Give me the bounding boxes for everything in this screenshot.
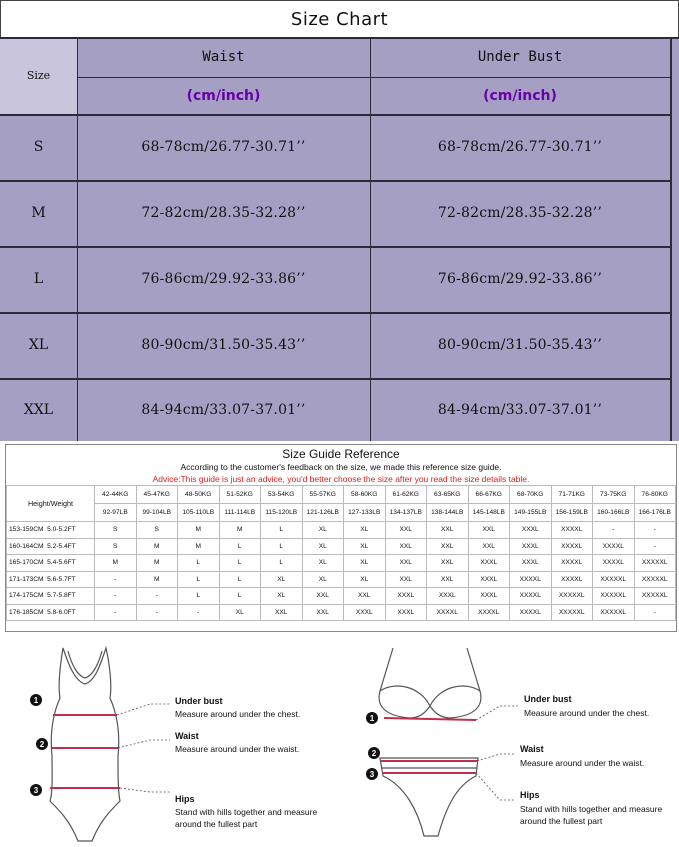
size-cell: XL bbox=[344, 555, 386, 572]
height-cm: 171-173CM bbox=[9, 575, 44, 583]
size-cell: L bbox=[219, 555, 261, 572]
size-cell: XXXXL bbox=[427, 604, 469, 621]
height-ft: 5.2-5.4FT bbox=[47, 542, 76, 550]
underbust-desc: Measure around under the chest. bbox=[524, 708, 650, 718]
table-row bbox=[7, 588, 676, 605]
height-ft: 5.6-5.7FT bbox=[47, 575, 76, 583]
weight-lb-cell: 145-148LB bbox=[468, 504, 510, 522]
size-cell: XXL bbox=[344, 588, 386, 605]
size-cell: - bbox=[95, 604, 137, 621]
weight-kg-cell: 55-57KG bbox=[302, 486, 344, 504]
size-cell: XXXL bbox=[510, 555, 552, 572]
size-cell: S bbox=[136, 522, 178, 539]
grid-line bbox=[0, 378, 670, 380]
size-cell: L bbox=[219, 588, 261, 605]
weight-kg-cell: 42-44KG bbox=[95, 486, 137, 504]
hips-desc: Stand with hills together and measure around the fullest part bbox=[175, 807, 318, 829]
step-number: 2 bbox=[368, 747, 380, 759]
underbust-value: 76-86cm/29.92-33.86’’ bbox=[437, 271, 603, 287]
size-cell: XXXXXL bbox=[634, 571, 676, 588]
underbust-value: 72-82cm/28.35-32.28’’ bbox=[437, 205, 603, 221]
waist-value: 76-86cm/29.92-33.86’’ bbox=[141, 271, 306, 287]
waist-desc: Measure around under the waist. bbox=[520, 758, 645, 768]
size-cell: M bbox=[219, 522, 261, 539]
height-cell bbox=[7, 522, 95, 539]
bikini-top-illustration bbox=[379, 648, 481, 718]
size-cell: XXL bbox=[427, 522, 469, 539]
height-ft: 5.7-5.8FT bbox=[47, 592, 76, 600]
reference-title: Size Guide Reference bbox=[282, 447, 400, 461]
weight-lb-cell: 127-133LB bbox=[344, 504, 386, 522]
size-cell: M bbox=[136, 555, 178, 572]
size-chart-grid bbox=[0, 37, 679, 441]
waist-header: Waist bbox=[202, 49, 245, 65]
step-number: 3 bbox=[366, 768, 378, 780]
waist-value: 80-90cm/31.50-35.43’’ bbox=[141, 337, 306, 353]
waist-unit: (cm/inch) bbox=[186, 87, 261, 104]
waist-desc: Measure around under the waist. bbox=[175, 744, 300, 754]
weight-lb-cell: 121-126LB bbox=[302, 504, 344, 522]
size-cell: M bbox=[178, 522, 220, 539]
size-cell: XXXL bbox=[468, 555, 510, 572]
size-cell: M bbox=[95, 555, 137, 572]
weight-lb-cell: 105-110LB bbox=[178, 504, 220, 522]
grid-line bbox=[0, 37, 679, 39]
size-cell: - bbox=[634, 604, 676, 621]
size-cell: L bbox=[178, 571, 220, 588]
size-cell: XXXXXL bbox=[593, 588, 635, 605]
size-cell: XL bbox=[261, 588, 303, 605]
step-number: 1 bbox=[30, 694, 42, 706]
size-cell: - bbox=[634, 538, 676, 555]
table-row bbox=[7, 571, 676, 588]
reference-advice: Advice:This guide is just an advice, you'd better choose the size after you read the size details table. bbox=[152, 474, 530, 484]
size-cell: XXL bbox=[385, 571, 427, 588]
size-cell: XXXXXL bbox=[593, 571, 635, 588]
size-cell: XXXL bbox=[510, 538, 552, 555]
table-row bbox=[7, 604, 676, 621]
weight-lb-cell: 166-176LB bbox=[634, 504, 676, 522]
size-cell: M bbox=[178, 538, 220, 555]
size-cell: XL bbox=[261, 571, 303, 588]
size-label: M bbox=[31, 205, 46, 221]
measure-line-bust bbox=[384, 718, 476, 720]
height-cell bbox=[7, 588, 95, 605]
height-cm: 153-159CM bbox=[9, 526, 44, 534]
weight-kg-cell: 76-80KG bbox=[634, 486, 676, 504]
size-cell: XL bbox=[302, 555, 344, 572]
size-label: XL bbox=[28, 337, 49, 353]
size-cell: - bbox=[136, 588, 178, 605]
weight-kg-cell: 71-71KG bbox=[551, 486, 593, 504]
grid-line bbox=[370, 37, 371, 441]
size-cell: XXXL bbox=[468, 588, 510, 605]
weight-kg-cell: 45-47KG bbox=[136, 486, 178, 504]
table-row bbox=[7, 522, 676, 539]
size-cell: XXXL bbox=[385, 604, 427, 621]
size-cell: - bbox=[634, 522, 676, 539]
height-cell bbox=[7, 604, 95, 621]
hips-title: Hips bbox=[175, 794, 195, 804]
size-cell: XL bbox=[344, 522, 386, 539]
size-cell: XXXXXL bbox=[634, 555, 676, 572]
size-cell: XXXL bbox=[385, 588, 427, 605]
height-ft: 5.4-5.6FT bbox=[47, 559, 76, 567]
measurement-guide bbox=[0, 636, 679, 847]
size-cell: XL bbox=[344, 571, 386, 588]
underbust-header: Under Bust bbox=[477, 49, 563, 65]
underbust-value: 80-90cm/31.50-35.43’’ bbox=[437, 337, 603, 353]
size-cell: XXL bbox=[468, 522, 510, 539]
height-cm: 160-164CM bbox=[9, 542, 44, 550]
grid-line bbox=[77, 37, 78, 441]
size-cell: XL bbox=[219, 604, 261, 621]
size-cell: XXXXL bbox=[593, 538, 635, 555]
size-cell: XXL bbox=[427, 555, 469, 572]
underbust-desc: Measure around under the chest. bbox=[175, 709, 301, 719]
size-chart-title: Size Chart bbox=[0, 0, 679, 37]
weight-lb-cell: 160-166LB bbox=[593, 504, 635, 522]
size-label: L bbox=[33, 271, 44, 287]
size-cell: S bbox=[95, 538, 137, 555]
size-cell: XXL bbox=[385, 538, 427, 555]
size-cell: L bbox=[219, 538, 261, 555]
weight-kg-cell: 73-75KG bbox=[593, 486, 635, 504]
reference-subtitle: According to the customer's feedback on the size, we made this reference size guide. bbox=[180, 462, 502, 472]
weight-kg-cell: 53-54KG bbox=[261, 486, 303, 504]
height-ft: 5.8-6.0FT bbox=[47, 608, 76, 616]
size-cell: - bbox=[136, 604, 178, 621]
height-cell bbox=[7, 538, 95, 555]
weight-kg-cell: 61-62KG bbox=[385, 486, 427, 504]
size-cell: XL bbox=[302, 522, 344, 539]
size-cell: XXXXXL bbox=[551, 604, 593, 621]
size-cell: XXXXL bbox=[551, 555, 593, 572]
weight-lb-cell: 92-97LB bbox=[95, 504, 137, 522]
height-cell bbox=[7, 571, 95, 588]
weight-lb-cell: 138-144LB bbox=[427, 504, 469, 522]
height-cm: 176-185CM bbox=[9, 608, 44, 616]
weight-lb-cell: 99-104LB bbox=[136, 504, 178, 522]
size-cell: XXXXL bbox=[551, 571, 593, 588]
height-cm: 174-175CM bbox=[9, 592, 44, 600]
size-cell: M bbox=[136, 571, 178, 588]
size-cell: - bbox=[95, 571, 137, 588]
grid-line bbox=[77, 77, 670, 78]
size-cell: XXL bbox=[385, 555, 427, 572]
size-cell: XXXL bbox=[427, 588, 469, 605]
leader-lines bbox=[117, 704, 170, 792]
size-cell: XXXL bbox=[468, 571, 510, 588]
size-cell: XXXXL bbox=[551, 538, 593, 555]
weight-lb-cell: 149-155LB bbox=[510, 504, 552, 522]
size-cell: XL bbox=[344, 538, 386, 555]
size-cell: XXL bbox=[385, 522, 427, 539]
size-cell: XL bbox=[302, 571, 344, 588]
size-cell: L bbox=[261, 538, 303, 555]
height-weight-header: Height/Weight bbox=[7, 486, 95, 522]
waist-title: Waist bbox=[520, 744, 544, 754]
table-row bbox=[7, 555, 676, 572]
weight-lb-cell: 134-137LB bbox=[385, 504, 427, 522]
size-cell: XXXXL bbox=[468, 604, 510, 621]
weight-lb-cell: 115-120LB bbox=[261, 504, 303, 522]
size-cell: - bbox=[178, 604, 220, 621]
grid-line bbox=[0, 246, 670, 248]
size-header: Size bbox=[0, 37, 77, 114]
weight-kg-cell: 68-70KG bbox=[510, 486, 552, 504]
reference-table bbox=[6, 485, 676, 621]
weight-kg-cell: 63-65KG bbox=[427, 486, 469, 504]
size-cell: XXXXL bbox=[593, 555, 635, 572]
table-row bbox=[7, 538, 676, 555]
weight-kg-cell: 51-52KG bbox=[219, 486, 261, 504]
size-cell: L bbox=[178, 588, 220, 605]
size-guide-reference bbox=[5, 444, 677, 632]
step-number: 3 bbox=[30, 784, 42, 796]
waist-value: 84-94cm/33.07-37.01’’ bbox=[141, 401, 306, 418]
grid-line bbox=[0, 312, 670, 314]
size-cell: XXXXL bbox=[510, 571, 552, 588]
measure-lines bbox=[50, 715, 120, 788]
size-cell: XXXXXL bbox=[634, 588, 676, 605]
size-cell: S bbox=[95, 522, 137, 539]
weight-kg-cell: 48-50KG bbox=[178, 486, 220, 504]
size-cell: L bbox=[261, 555, 303, 572]
step-number: 1 bbox=[366, 712, 378, 724]
hips-title: Hips bbox=[520, 790, 540, 800]
underbust-title: Under bust bbox=[524, 694, 572, 704]
size-cell: - bbox=[95, 588, 137, 605]
underbust-value: 84-94cm/33.07-37.01’’ bbox=[437, 401, 603, 418]
size-cell: XXL bbox=[302, 604, 344, 621]
size-cell: XXL bbox=[302, 588, 344, 605]
hips-desc: Stand with hills together and measure around the fullest part bbox=[520, 804, 663, 826]
size-cell: XXL bbox=[468, 538, 510, 555]
size-cell: XXL bbox=[261, 604, 303, 621]
height-ft: 5.0-5.2FT bbox=[47, 526, 76, 534]
grid-line bbox=[670, 37, 672, 441]
bikini-bottom-illustration bbox=[380, 758, 478, 836]
grid-line bbox=[0, 114, 670, 116]
size-cell: L bbox=[261, 522, 303, 539]
underbust-unit: (cm/inch) bbox=[483, 87, 557, 104]
grid-line bbox=[0, 180, 670, 182]
leader-lines bbox=[476, 706, 518, 800]
size-label: XXL bbox=[23, 401, 54, 418]
size-cell: XXL bbox=[427, 538, 469, 555]
size-cell: M bbox=[136, 538, 178, 555]
underbust-title: Under bust bbox=[175, 696, 223, 706]
weight-lb-cell: 111-114LB bbox=[219, 504, 261, 522]
step-number: 2 bbox=[36, 738, 48, 750]
weight-kg-cell: 58-60KG bbox=[344, 486, 386, 504]
size-cell: XXXXXL bbox=[593, 604, 635, 621]
size-cell: XXXXXL bbox=[551, 588, 593, 605]
size-cell: XXXL bbox=[510, 522, 552, 539]
size-cell: XXL bbox=[427, 571, 469, 588]
size-cell: L bbox=[219, 571, 261, 588]
size-cell: XXXXL bbox=[510, 604, 552, 621]
size-cell: XXXXL bbox=[551, 522, 593, 539]
weight-kg-row bbox=[7, 486, 676, 504]
size-cell: XL bbox=[302, 538, 344, 555]
size-cell: L bbox=[178, 555, 220, 572]
waist-value: 68-78cm/26.77-30.71’’ bbox=[141, 139, 306, 155]
size-label: S bbox=[33, 139, 44, 155]
weight-kg-cell: 66-67KG bbox=[468, 486, 510, 504]
height-cell bbox=[7, 555, 95, 572]
size-cell: XXXL bbox=[344, 604, 386, 621]
underbust-value: 68-78cm/26.77-30.71’’ bbox=[437, 139, 603, 155]
size-cell: XXXXL bbox=[510, 588, 552, 605]
waist-title: Waist bbox=[175, 731, 199, 741]
swimsuit-illustration bbox=[50, 648, 120, 841]
waist-value: 72-82cm/28.35-32.28’’ bbox=[141, 205, 306, 221]
size-cell: - bbox=[593, 522, 635, 539]
height-cm: 165-170CM bbox=[9, 559, 44, 567]
weight-lb-row bbox=[7, 504, 676, 522]
weight-lb-cell: 156-159LB bbox=[551, 504, 593, 522]
